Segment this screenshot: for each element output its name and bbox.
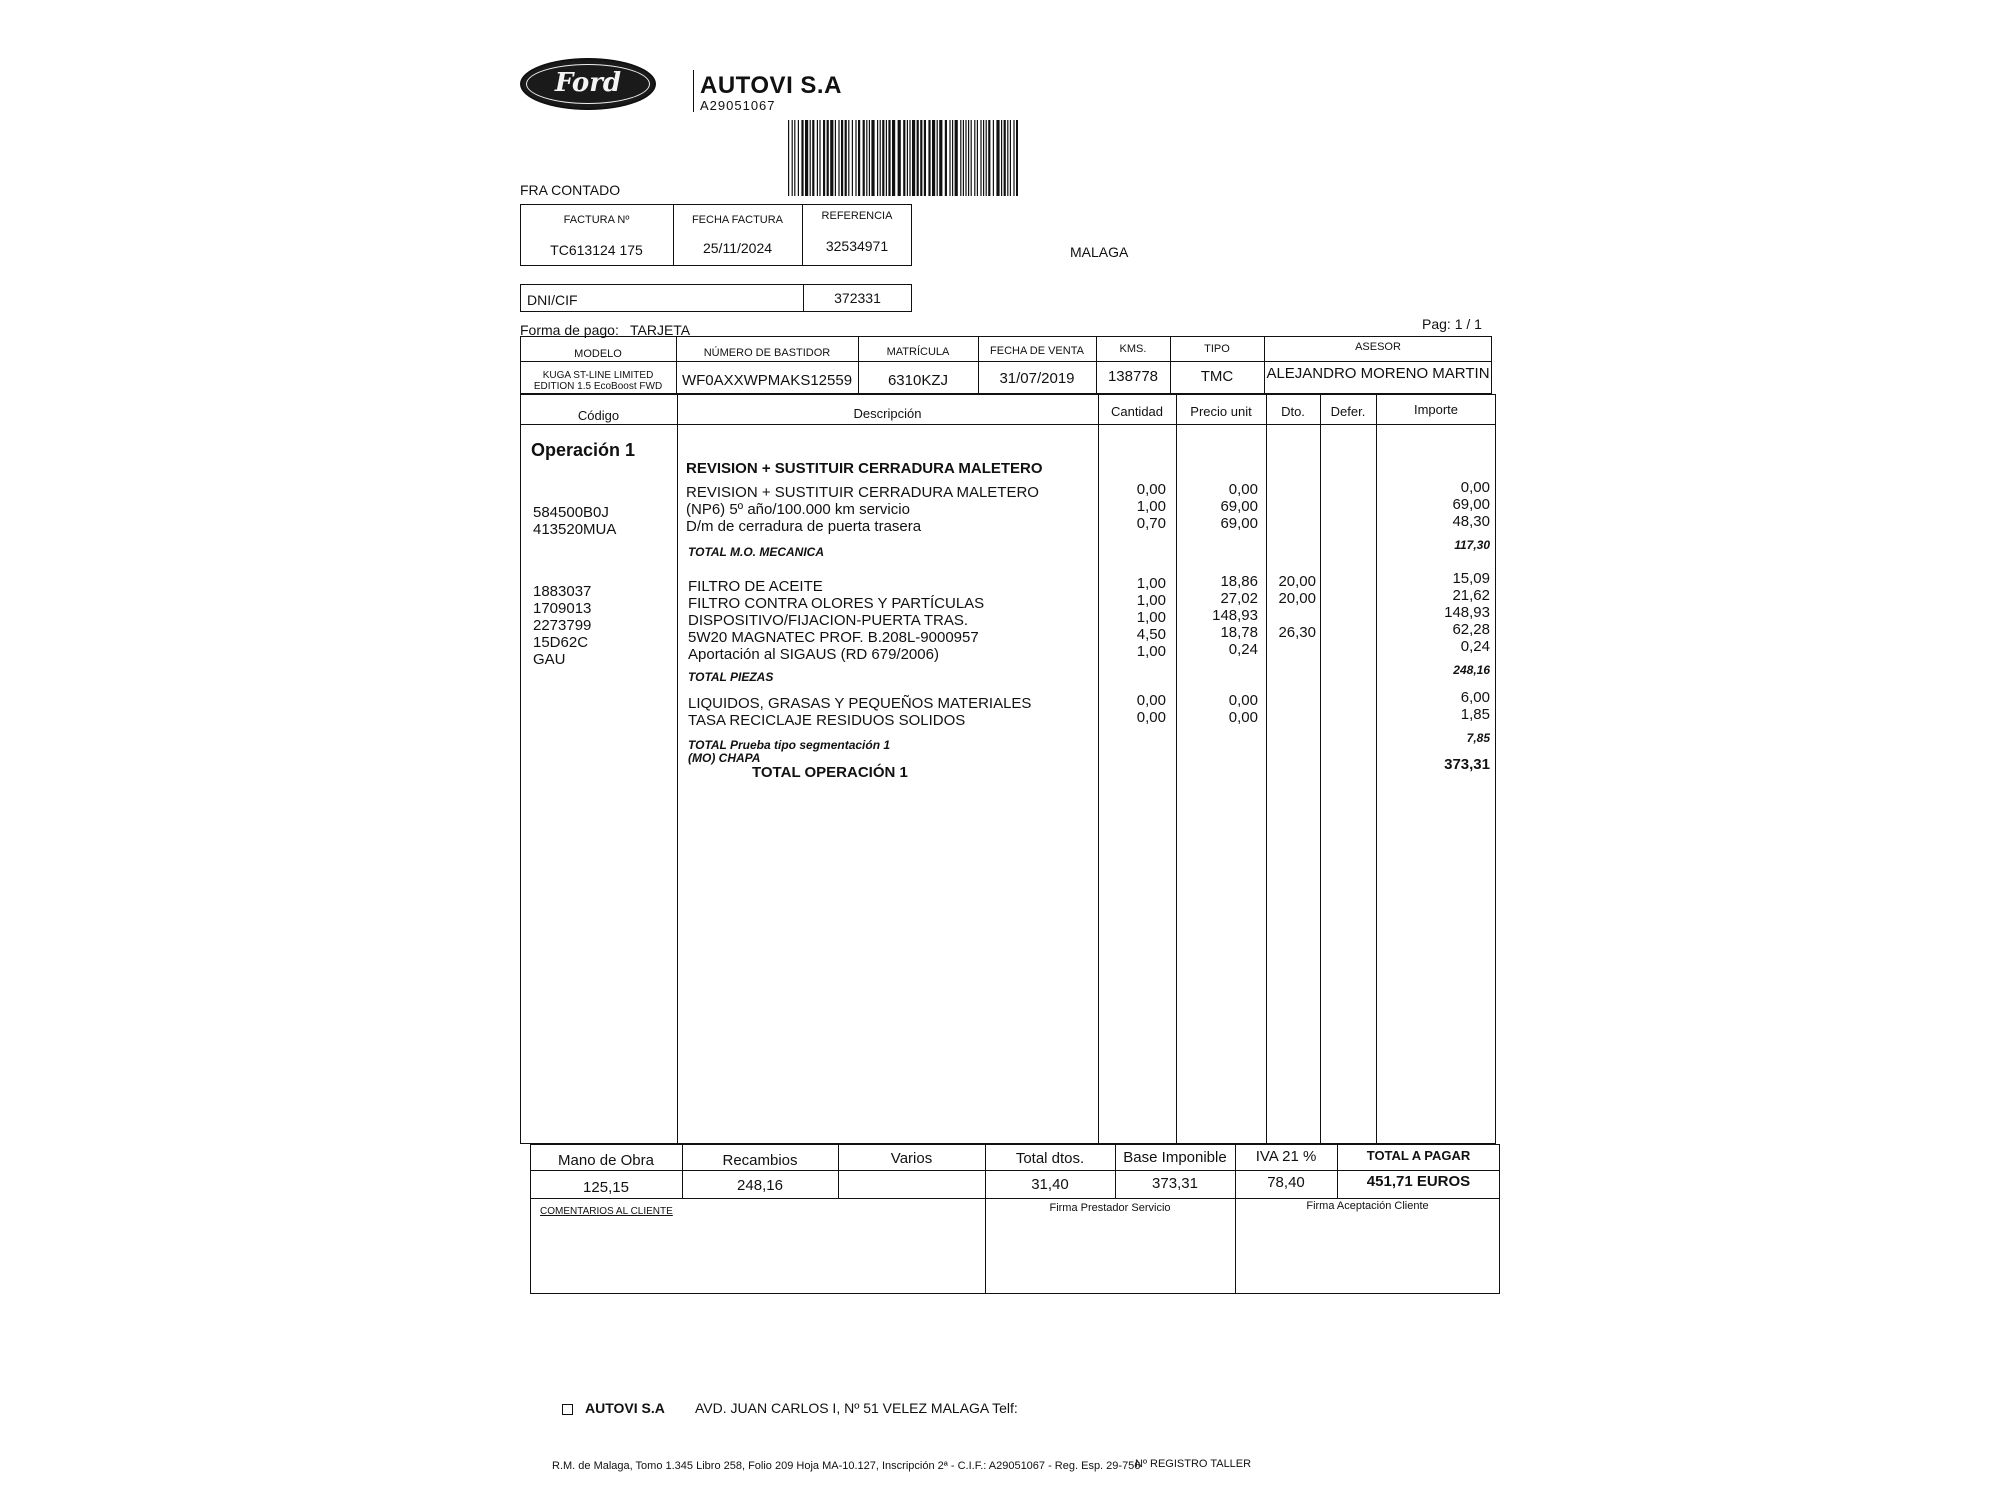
footer-company: AUTOVI S.A bbox=[585, 1400, 665, 1416]
part-price: 18,78 bbox=[1220, 624, 1258, 641]
part-desc: 5W20 MAGNATEC PROF. B.208L-9000957 bbox=[688, 629, 979, 646]
sign-provider-label: Firma Prestador Servicio bbox=[1049, 1202, 1171, 1214]
part-qty: 4,50 bbox=[1136, 626, 1166, 643]
labor-price: 69,00 bbox=[1220, 515, 1258, 532]
part-desc: FILTRO CONTRA OLORES Y PARTÍCULAS bbox=[688, 595, 985, 612]
total-a-pagar-label: TOTAL A PAGAR bbox=[1366, 1148, 1471, 1163]
operation-heading: REVISION + SUSTITUIR CERRADURA MALETERO bbox=[686, 460, 1043, 477]
labor-amount: 0,00 bbox=[1460, 479, 1490, 496]
vehicle-fecha-venta: 31/07/2019 bbox=[999, 370, 1075, 387]
company-id: A29051067 bbox=[700, 98, 776, 113]
comments-label: COMENTARIOS AL CLIENTE bbox=[540, 1206, 673, 1217]
vehicle-matricula: 6310KZJ bbox=[887, 372, 949, 389]
vehicle-model-line2: EDITION 1.5 EcoBoost FWD bbox=[533, 381, 663, 392]
part-code: GAU bbox=[533, 651, 566, 668]
part-code: 1709013 bbox=[533, 600, 592, 617]
part-price: 0,24 bbox=[1228, 641, 1258, 658]
ford-logo-text: Ford bbox=[554, 68, 622, 98]
column-precio-unit: Precio unit bbox=[1190, 404, 1252, 419]
part-amount: 21,62 bbox=[1452, 587, 1490, 604]
factura-label: FACTURA Nº bbox=[563, 214, 630, 226]
recambios-label: Recambios bbox=[722, 1152, 798, 1169]
part-desc: Aportación al SIGAUS (RD 679/2006) bbox=[688, 646, 939, 663]
footer-registry: R.M. de Malaga, Tomo 1.345 Libro 258, Folio 209 Hoja MA-10.127, Inscripción 2ª - C.I.F.: A29051067 - Reg. Esp. 29-756 bbox=[552, 1460, 1141, 1472]
part-qty: 1,00 bbox=[1136, 643, 1166, 660]
base-imponible-value: 373,31 bbox=[1152, 1175, 1198, 1192]
part-desc: FILTRO DE ACEITE bbox=[688, 578, 823, 595]
vehicle-header-tipo: TIPO bbox=[1204, 343, 1230, 355]
labor-qty: 0,00 bbox=[1136, 481, 1166, 498]
misc-amount: 6,00 bbox=[1460, 689, 1490, 706]
vehicle-model bbox=[520, 370, 676, 392]
varios-label: Varios bbox=[890, 1150, 933, 1167]
part-price: 148,93 bbox=[1212, 607, 1258, 624]
column-importe: Importe bbox=[1413, 402, 1459, 417]
parts-total-label: TOTAL PIEZAS bbox=[688, 670, 774, 684]
footer-address: AVD. JUAN CARLOS I, Nº 51 VELEZ MALAGA Telf: bbox=[695, 1400, 1018, 1416]
ford-logo bbox=[520, 58, 656, 110]
labor-desc: REVISION + SUSTITUIR CERRADURA MALETERO bbox=[686, 484, 1039, 501]
vehicle-model-line1: KUGA ST-LINE LIMITED bbox=[542, 370, 654, 381]
part-code: 1883037 bbox=[533, 583, 592, 600]
part-qty: 1,00 bbox=[1136, 575, 1166, 592]
mano-obra-value: 125,15 bbox=[583, 1179, 629, 1196]
part-amount: 62,28 bbox=[1452, 621, 1490, 638]
part-price: 27,02 bbox=[1220, 590, 1258, 607]
fecha-factura-value: 25/11/2024 bbox=[702, 240, 773, 256]
labor-price: 0,00 bbox=[1228, 481, 1258, 498]
part-dto: 26,30 bbox=[1278, 624, 1316, 641]
part-code: 15D62C bbox=[533, 634, 589, 651]
payment-value: TARJETA bbox=[630, 322, 691, 338]
misc-desc: TASA RECICLAJE RESIDUOS SOLIDOS bbox=[688, 712, 966, 729]
invoice-type: FRA CONTADO bbox=[520, 182, 621, 198]
iva-label: IVA 21 % bbox=[1255, 1148, 1317, 1165]
footer-registry-taller: Nº REGISTRO TALLER bbox=[1135, 1458, 1252, 1470]
labor-code: 413520MUA bbox=[533, 521, 617, 538]
header-divider bbox=[693, 70, 694, 112]
mano-obra-label: Mano de Obra bbox=[558, 1152, 654, 1169]
column-dto: Dto. bbox=[1281, 404, 1305, 419]
part-desc: DISPOSITIVO/FIJACION-PUERTA TRAS. bbox=[688, 612, 969, 629]
misc-price: 0,00 bbox=[1228, 709, 1258, 726]
part-amount: 0,24 bbox=[1460, 638, 1490, 655]
labor-total: 117,30 bbox=[1454, 538, 1490, 552]
payment-label: Forma de pago: bbox=[520, 322, 619, 338]
labor-price: 69,00 bbox=[1220, 498, 1258, 515]
recambios-value: 248,16 bbox=[737, 1177, 783, 1194]
operation-title: Operación 1 bbox=[531, 440, 636, 460]
operation-total-label: TOTAL OPERACIÓN 1 bbox=[752, 764, 908, 781]
vehicle-kms: 138778 bbox=[1107, 368, 1159, 385]
misc-total: 7,85 bbox=[1466, 731, 1490, 745]
page-number: Pag: 1 / 1 bbox=[1422, 316, 1482, 332]
labor-qty: 0,70 bbox=[1136, 515, 1166, 532]
dni-label: DNI/CIF bbox=[527, 292, 578, 308]
vehicle-header-asesor: ASESOR bbox=[1355, 341, 1401, 353]
vehicle-bastidor: WF0AXXWPMAKS12559 bbox=[681, 372, 853, 389]
vehicle-header-bastidor: NÚMERO DE BASTIDOR bbox=[703, 347, 831, 359]
part-dto: 20,00 bbox=[1278, 573, 1316, 590]
barcode-image bbox=[788, 120, 1018, 196]
operation-total: 373,31 bbox=[1444, 756, 1490, 773]
vehicle-asesor: ALEJANDRO MORENO MARTIN bbox=[1266, 365, 1490, 382]
misc-total-label: TOTAL Prueba tipo segmentación 1 bbox=[688, 738, 891, 752]
dni-value: 372331 bbox=[834, 290, 881, 306]
part-code: 2273799 bbox=[533, 617, 592, 634]
column-codigo: Código bbox=[577, 408, 620, 423]
misc-amount: 1,85 bbox=[1460, 706, 1490, 723]
part-dto: 20,00 bbox=[1278, 590, 1316, 607]
base-imponible-label: Base Imponible bbox=[1123, 1149, 1227, 1166]
labor-total-label: TOTAL M.O. MECANICA bbox=[688, 545, 824, 559]
misc-qty: 0,00 bbox=[1136, 709, 1166, 726]
checkbox-icon bbox=[562, 1404, 573, 1415]
vehicle-header-modelo: MODELO bbox=[574, 348, 622, 360]
total-a-pagar-value: 451,71 EUROS bbox=[1366, 1173, 1471, 1190]
labor-amount: 48,30 bbox=[1452, 513, 1490, 530]
vehicle-header-matricula: MATRÍCULA bbox=[886, 346, 950, 358]
referencia-label: REFERENCIA bbox=[821, 210, 893, 222]
fecha-factura-label: FECHA FACTURA bbox=[691, 214, 784, 226]
parts-total: 248,16 bbox=[1453, 663, 1490, 677]
sign-client-label: Firma Aceptación Cliente bbox=[1306, 1200, 1429, 1212]
misc-qty: 0,00 bbox=[1136, 692, 1166, 709]
city: MALAGA bbox=[1070, 244, 1129, 260]
column-cantidad: Cantidad bbox=[1110, 404, 1164, 419]
vehicle-tipo: TMC bbox=[1200, 368, 1234, 385]
labor-desc: D/m de cerradura de puerta trasera bbox=[686, 518, 922, 535]
labor-code: 584500B0J bbox=[533, 504, 609, 521]
vehicle-header-kms: KMS. bbox=[1119, 343, 1147, 355]
part-amount: 148,93 bbox=[1444, 604, 1490, 621]
misc-total-sub: (MO) CHAPA bbox=[688, 751, 761, 765]
iva-value: 78,40 bbox=[1267, 1174, 1305, 1191]
misc-desc: LIQUIDOS, GRASAS Y PEQUEÑOS MATERIALES bbox=[688, 695, 1032, 712]
total-dtos-label: Total dtos. bbox=[1015, 1150, 1085, 1167]
referencia-value: 32534971 bbox=[825, 238, 889, 254]
part-price: 18,86 bbox=[1220, 573, 1258, 590]
factura-value: TC613124 175 bbox=[550, 242, 643, 258]
misc-price: 0,00 bbox=[1228, 692, 1258, 709]
total-dtos-value: 31,40 bbox=[1031, 1176, 1069, 1193]
vehicle-header-fecha-venta: FECHA DE VENTA bbox=[990, 345, 1084, 357]
column-defer: Defer. bbox=[1330, 404, 1366, 419]
items-table bbox=[520, 394, 1496, 1144]
labor-desc: (NP6) 5º año/100.000 km servicio bbox=[686, 501, 910, 518]
labor-qty: 1,00 bbox=[1136, 498, 1166, 515]
company-name: AUTOVI S.A bbox=[700, 72, 842, 99]
part-qty: 1,00 bbox=[1136, 592, 1166, 609]
column-descripcion: Descripción bbox=[853, 406, 922, 421]
part-qty: 1,00 bbox=[1136, 609, 1166, 626]
part-amount: 15,09 bbox=[1452, 570, 1490, 587]
labor-amount: 69,00 bbox=[1452, 496, 1490, 513]
